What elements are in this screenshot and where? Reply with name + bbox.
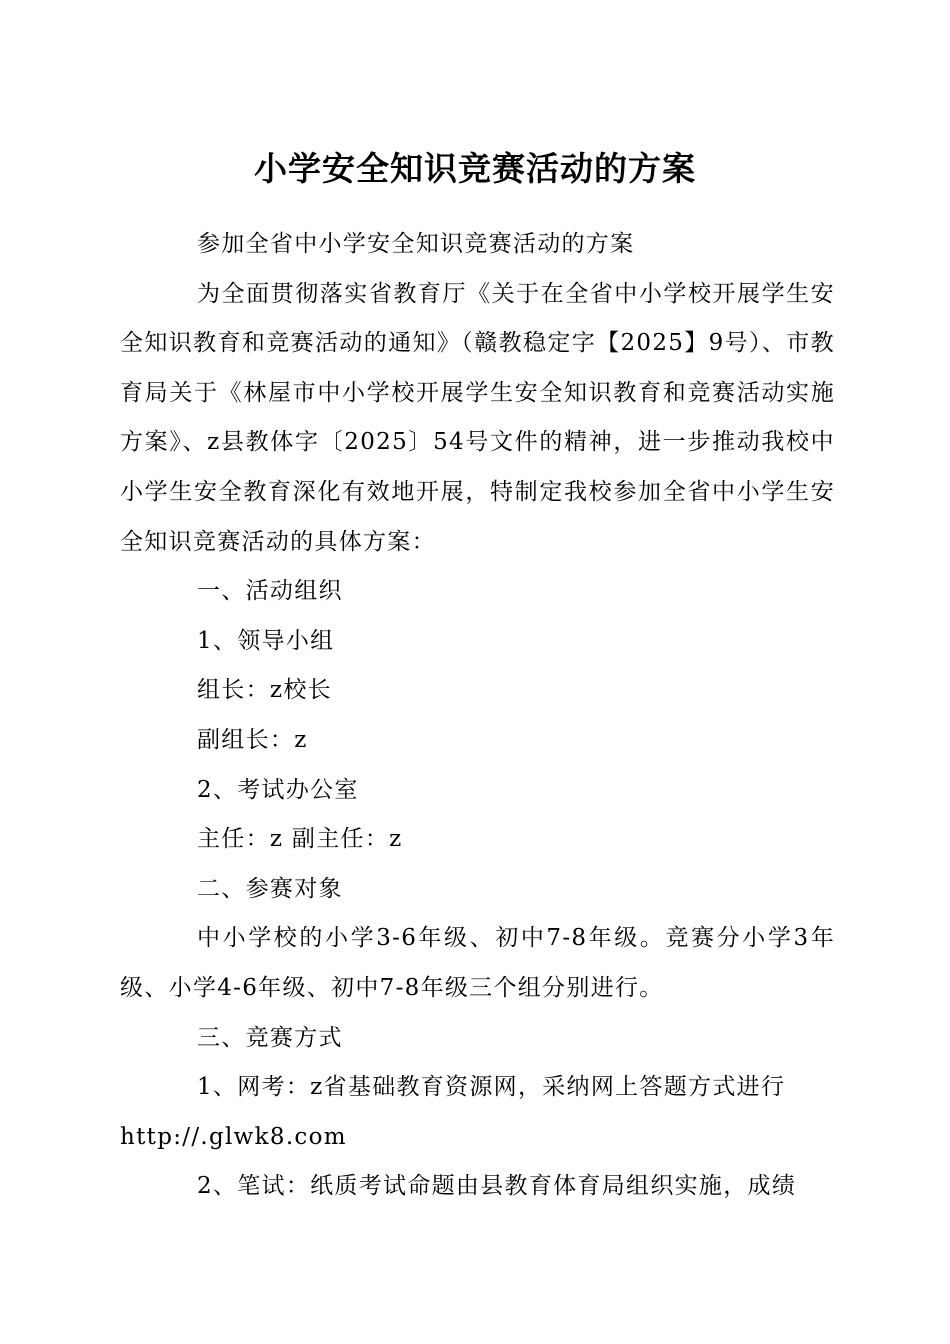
document-title: 小学安全知识竞赛活动的方案: [254, 149, 696, 188]
paragraph-participants: 中小学校的小学3-6年级、初中7-8年级。竞赛分小学3年级、小学4-6年级、初中7-8年级三个组分别进行。: [120, 925, 835, 1001]
paragraph-subtitle: 参加全省中小学安全知识竞赛活动的方案: [197, 231, 635, 257]
paragraph-online-exam: 1、网考：z省基础教育资源网，采纳网上答题方式进行: [197, 1074, 786, 1101]
paragraph-group-leader: 组长：z校长: [197, 677, 332, 704]
section-heading-organization: 一、活动组织: [197, 578, 343, 605]
paragraph-intro: 为全面贯彻落实省教育厅《关于在全省中小学校开展学生安全知识教育和竞赛活动的通知》（赣教稳定字【2025】9号）、市教育局关于《林屋市中小学校开展学生安全知识教育和竞赛活动实施方案》、z县教体字〔2025〕54号文件的精神，进一步推动我校中小学生安全教育深化有效地开展，特制定我校参加全省中小学生安全知识竞赛活动的具体方案：: [120, 280, 835, 555]
paragraph-director: 主任：z 副主任：z: [197, 826, 403, 853]
document-body: [120, 220, 835, 1212]
paragraph-url: http://.glwk8.com: [120, 1123, 347, 1150]
paragraph-deputy-leader: 副组长：z: [197, 726, 308, 753]
subheading-exam-office: 2、考试办公室: [197, 776, 359, 803]
section-heading-method: 三、竞赛方式: [197, 1024, 343, 1051]
subheading-leadership-group: 1、领导小组: [197, 627, 335, 654]
section-heading-participants: 二、参赛对象: [197, 875, 343, 902]
paragraph-written-exam: 2、笔试：纸质考试命题由县教育体育局组织实施，成绩: [197, 1173, 797, 1200]
